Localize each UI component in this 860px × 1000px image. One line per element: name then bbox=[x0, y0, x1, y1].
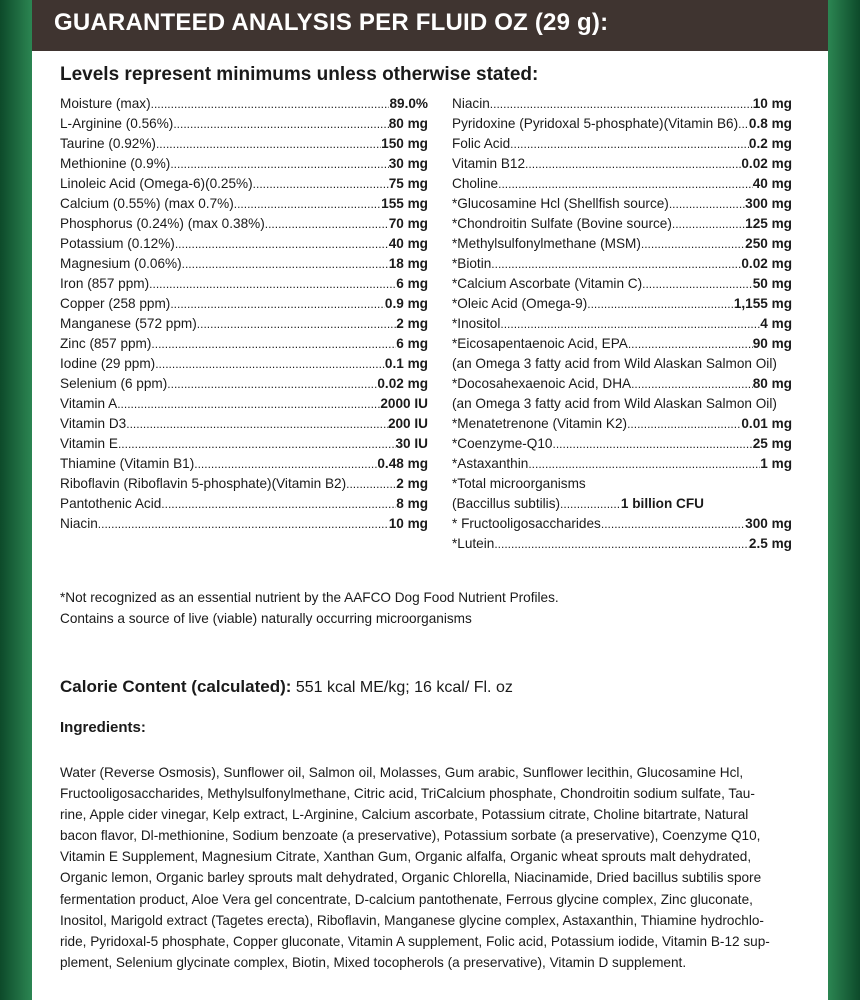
calorie-content bbox=[60, 677, 513, 697]
analysis-row bbox=[60, 236, 428, 256]
nutrient-label: L-Arginine (0.56%) bbox=[60, 116, 174, 131]
nutrient-value: 2.5 mg bbox=[748, 536, 792, 551]
nutrient-value: 40 mg bbox=[388, 236, 428, 251]
nutrient-value: 75 mg bbox=[388, 176, 428, 191]
analysis-row bbox=[60, 396, 428, 416]
header-bar bbox=[32, 0, 828, 51]
nutrient-label: Niacin bbox=[60, 516, 98, 531]
dot-leader bbox=[182, 257, 389, 271]
dot-leader bbox=[170, 297, 385, 311]
analysis-row bbox=[452, 416, 792, 436]
analysis-row bbox=[452, 336, 792, 356]
analysis-row bbox=[452, 536, 792, 556]
analysis-row bbox=[452, 156, 792, 176]
analysis-row bbox=[60, 376, 428, 396]
nutrient-label: *Chondroitin Sulfate (Bovine source) bbox=[452, 216, 672, 231]
nutrient-value: 150 mg bbox=[381, 136, 428, 151]
nutrient-label: Manganese (572 ppm) bbox=[60, 316, 197, 331]
ingredients-line: ride, Pyridoxal-5 phosphate, Copper gluconate, Vitamin A supplement, Folic acid, Potassium iodide, Vitamin B-12 sup- bbox=[60, 933, 770, 949]
analysis-row bbox=[452, 196, 792, 216]
nutrient-value: 300 mg bbox=[745, 516, 792, 531]
nutrient-value: 0.48 mg bbox=[377, 456, 428, 471]
nutrient-label: Calcium (0.55%) (max 0.7%) bbox=[60, 196, 234, 211]
nutrient-label: Moisture (max) bbox=[60, 96, 151, 111]
nutrient-value: 0.01 mg bbox=[741, 416, 792, 431]
nutrient-value: 1 mg bbox=[760, 456, 792, 471]
nutrient-label: Methionine (0.9%) bbox=[60, 156, 171, 171]
dot-leader bbox=[117, 397, 380, 411]
nutrient-value: 18 mg bbox=[388, 256, 428, 271]
dot-leader bbox=[601, 517, 745, 531]
nutrient-label: Iron (857 ppm) bbox=[60, 276, 150, 291]
nutrient-label: (Baccillus subtilis) bbox=[452, 496, 561, 511]
nutrient-label: Niacin bbox=[452, 96, 490, 111]
dot-leader bbox=[265, 217, 389, 231]
nutrient-label: Vitamin A bbox=[60, 396, 118, 411]
nutrient-label: Pyridoxine (Pyridoxal 5-phosphate)(Vitamin B6) bbox=[452, 116, 739, 131]
analysis-row bbox=[452, 276, 792, 296]
analysis-row bbox=[452, 456, 792, 476]
aafco-note: *Not recognized as an essential nutrient by the AAFCO Dog Food Nutrient Profiles. bbox=[60, 590, 559, 605]
nutrient-label: Choline bbox=[452, 176, 499, 191]
nutrient-value: 2 mg bbox=[396, 316, 428, 331]
analysis-row bbox=[60, 176, 428, 196]
analysis-row bbox=[60, 196, 428, 216]
analysis-row bbox=[60, 96, 428, 116]
ingredients-line: Organic lemon, Organic barley sprouts malt dehydrated, Organic Chlorella, Niacinamide, Dried bacillus subtilis spore bbox=[60, 870, 762, 886]
ingredients-line: plement, Selenium glycinate complex, Biotin, Mixed tocopherols (a preservative), Vitamin D supplement. bbox=[60, 954, 687, 970]
analysis-row bbox=[452, 496, 704, 516]
nutrient-label: Vitamin D3 bbox=[60, 416, 127, 431]
dot-leader bbox=[253, 177, 389, 191]
dot-leader bbox=[587, 297, 734, 311]
ingredients-line: Fructooligosaccharides, Methylsulfonylmethane, Citric acid, TriCalcium phosphate, Chondroitin sodium sulfate, Tau- bbox=[60, 786, 755, 802]
calorie-value: 551 kcal ME/kg; 16 kcal/ Fl. oz bbox=[291, 679, 513, 696]
nutrient-value: 0.9 mg bbox=[384, 296, 428, 311]
analysis-row bbox=[452, 116, 792, 136]
nutrient-value: 0.1 mg bbox=[384, 356, 428, 371]
nutrient-value: 2 mg bbox=[396, 476, 428, 491]
analysis-row bbox=[452, 516, 792, 536]
analysis-row bbox=[60, 316, 428, 336]
page-title: GUARANTEED ANALYSIS PER FLUID OZ (29 g): bbox=[54, 9, 609, 36]
nutrient-label: *Coenzyme-Q10 bbox=[452, 436, 553, 451]
nutrient-label: Phosphorus (0.24%) (max 0.38%) bbox=[60, 216, 265, 231]
analysis-right-column bbox=[452, 96, 792, 556]
ingredients-line: Water (Reverse Osmosis), Sunflower oil, Salmon oil, Molasses, Gum arabic, Sunflower lecithin, Glucosamine Hcl, bbox=[60, 765, 744, 780]
dot-leader bbox=[631, 377, 753, 391]
dot-leader bbox=[627, 417, 741, 431]
analysis-row bbox=[60, 136, 428, 156]
nutrient-value: 25 mg bbox=[752, 436, 792, 451]
analysis-row bbox=[60, 356, 428, 376]
analysis-row bbox=[452, 176, 792, 196]
nutrient-value: 8 mg bbox=[396, 496, 428, 511]
nutrient-value: 125 mg bbox=[745, 216, 792, 231]
dot-leader bbox=[498, 177, 753, 191]
nutrient-value: 0.02 mg bbox=[377, 376, 428, 391]
nutrient-label: *Methylsulfonylmethane (MSM) bbox=[452, 236, 641, 251]
label-panel bbox=[32, 0, 828, 1000]
nutrient-label: Magnesium (0.06%) bbox=[60, 256, 182, 271]
nutrient-value: 80 mg bbox=[388, 116, 428, 131]
dot-leader bbox=[156, 137, 381, 151]
analysis-note-row: *Total microorganisms bbox=[452, 476, 586, 491]
nutrient-value: 155 mg bbox=[381, 196, 428, 211]
nutrient-value: 0.2 mg bbox=[748, 136, 792, 151]
analysis-row bbox=[452, 296, 792, 316]
ingredients-line: Inositol, Marigold extract (Tagetes erecta), Riboflavin, Manganese glycine complex, Astaxanthin, Thiamine hydrochlo- bbox=[60, 912, 764, 928]
nutrient-label: *Biotin bbox=[452, 256, 492, 271]
nutrient-label: *Glucosamine Hcl (Shellfish source) bbox=[452, 196, 669, 211]
nutrient-value: 6 mg bbox=[396, 276, 428, 291]
ingredients-line: bacon flavor, Dl-methionine, Sodium benzoate (a preservative), Potassium sorbate (a preservative), Coenzyme Q10, bbox=[60, 828, 761, 844]
dot-leader bbox=[672, 217, 745, 231]
dot-leader bbox=[494, 537, 749, 551]
nutrient-label: Vitamin B12 bbox=[452, 156, 526, 171]
dot-leader bbox=[161, 497, 396, 511]
analysis-row bbox=[60, 256, 428, 276]
dot-leader bbox=[641, 237, 745, 251]
nutrient-value: 0.02 mg bbox=[741, 256, 792, 271]
nutrient-value: 6 mg bbox=[396, 336, 428, 351]
analysis-row bbox=[452, 96, 792, 116]
nutrient-label: Selenium (6 ppm) bbox=[60, 376, 168, 391]
analysis-row bbox=[452, 436, 792, 456]
nutrient-label: Zinc (857 ppm) bbox=[60, 336, 152, 351]
dot-leader bbox=[628, 337, 753, 351]
dot-leader bbox=[346, 477, 396, 491]
analysis-row bbox=[60, 296, 428, 316]
nutrient-value: 0.02 mg bbox=[741, 156, 792, 171]
analysis-row bbox=[452, 216, 792, 236]
analysis-row bbox=[452, 256, 792, 276]
analysis-row bbox=[60, 276, 428, 296]
analysis-row bbox=[452, 316, 792, 336]
nutrient-label: Potassium (0.12%) bbox=[60, 236, 175, 251]
nutrient-value: 89.0% bbox=[389, 96, 428, 111]
analysis-left-column bbox=[60, 96, 428, 536]
nutrient-label: *Lutein bbox=[452, 536, 495, 551]
nutrient-value: 250 mg bbox=[745, 236, 792, 251]
dot-leader bbox=[528, 457, 760, 471]
dot-leader bbox=[167, 377, 377, 391]
analysis-row bbox=[60, 156, 428, 176]
analysis-row bbox=[60, 516, 428, 536]
dot-leader bbox=[149, 277, 396, 291]
analysis-row bbox=[60, 476, 428, 496]
nutrient-value: 4 mg bbox=[760, 316, 792, 331]
dot-leader bbox=[491, 257, 741, 271]
nutrient-label: *Docosahexaenoic Acid, DHA bbox=[452, 376, 632, 391]
nutrient-label: *Inositol bbox=[452, 316, 501, 331]
analysis-row bbox=[60, 216, 428, 236]
nutrient-value: 10 mg bbox=[752, 96, 792, 111]
nutrient-value: 30 mg bbox=[388, 156, 428, 171]
dot-leader bbox=[197, 317, 396, 331]
analysis-row bbox=[60, 116, 428, 136]
nutrient-label: *Eicosapentaenoic Acid, EPA bbox=[452, 336, 628, 351]
dot-leader bbox=[669, 197, 745, 211]
ingredients-heading: Ingredients: bbox=[60, 719, 146, 736]
analysis-row bbox=[60, 336, 428, 356]
dot-leader bbox=[738, 117, 749, 131]
nutrient-label: Pantothenic Acid bbox=[60, 496, 162, 511]
dot-leader bbox=[170, 157, 388, 171]
nutrient-label: *Astaxanthin bbox=[452, 456, 529, 471]
dot-leader bbox=[173, 117, 388, 131]
ingredients-line: rine, Apple cider vinegar, Kelp extract, L-Arginine, Calcium ascorbate, Potassium citrate, Choline bitartrate, Natural bbox=[60, 807, 749, 823]
nutrient-value: 90 mg bbox=[752, 336, 792, 351]
nutrient-value: 200 IU bbox=[387, 416, 428, 431]
ingredients-text bbox=[60, 762, 810, 973]
dot-leader bbox=[500, 317, 760, 331]
nutrient-label: Folic Acid bbox=[452, 136, 511, 151]
nutrient-value: 1,155 mg bbox=[733, 296, 792, 311]
dot-leader bbox=[234, 197, 381, 211]
analysis-row bbox=[60, 416, 428, 436]
dot-leader bbox=[151, 97, 390, 111]
nutrient-value: 30 IU bbox=[395, 436, 428, 451]
calorie-label: Calorie Content (calculated): bbox=[60, 677, 292, 696]
dot-leader bbox=[510, 137, 749, 151]
dot-leader bbox=[525, 157, 741, 171]
dot-leader bbox=[155, 357, 385, 371]
nutrient-value: 2000 IU bbox=[380, 396, 428, 411]
nutrient-value: 40 mg bbox=[752, 176, 792, 191]
dot-leader bbox=[560, 497, 621, 511]
dot-leader bbox=[194, 457, 377, 471]
dot-leader bbox=[118, 437, 396, 451]
analysis-subtitle: Levels represent minimums unless otherwise stated: bbox=[60, 64, 539, 85]
analysis-row bbox=[452, 136, 792, 156]
nutrient-value: 1 billion CFU bbox=[620, 496, 704, 511]
dot-leader bbox=[553, 437, 753, 451]
microorganisms-note: Contains a source of live (viable) naturally occurring microorganisms bbox=[60, 611, 472, 626]
dot-leader bbox=[642, 277, 753, 291]
ingredients-line: Vitamin E Supplement, Magnesium Citrate, Xanthan Gum, Organic alfalfa, Organic wheat sprouts malt dehydrated, bbox=[60, 849, 752, 865]
dot-leader bbox=[175, 237, 389, 251]
analysis-note-row: (an Omega 3 fatty acid from Wild Alaskan Salmon Oil) bbox=[452, 356, 777, 371]
analysis-note-row: (an Omega 3 fatty acid from Wild Alaskan Salmon Oil) bbox=[452, 396, 777, 411]
nutrient-label: *Menatetrenone (Vitamin K2) bbox=[452, 416, 628, 431]
nutrient-value: 0.8 mg bbox=[748, 116, 792, 131]
analysis-row bbox=[452, 376, 792, 396]
nutrient-value: 70 mg bbox=[388, 216, 428, 231]
analysis-row bbox=[60, 436, 428, 456]
analysis-row bbox=[60, 496, 428, 516]
nutrient-value: 50 mg bbox=[752, 276, 792, 291]
nutrient-label: *Calcium Ascorbate (Vitamin C) bbox=[452, 276, 643, 291]
nutrient-label: Copper (258 ppm) bbox=[60, 296, 171, 311]
ingredients-line: fermentation product, Aloe Vera gel concentrate, D-calcium pantothenate, Ferrous glycine complex, Zinc gluconate, bbox=[60, 891, 753, 907]
nutrient-label: *Oleic Acid (Omega-9) bbox=[452, 296, 588, 311]
dot-leader bbox=[126, 417, 388, 431]
dot-leader bbox=[490, 97, 753, 111]
nutrient-label: Thiamine (Vitamin B1) bbox=[60, 456, 195, 471]
nutrient-value: 80 mg bbox=[752, 376, 792, 391]
nutrient-value: 300 mg bbox=[745, 196, 792, 211]
dot-leader bbox=[98, 517, 389, 531]
nutrient-label: * Fructooligosaccharides bbox=[452, 516, 601, 531]
nutrient-label: Iodine (29 ppm) bbox=[60, 356, 156, 371]
analysis-row bbox=[452, 236, 792, 256]
analysis-row bbox=[60, 456, 428, 476]
nutrient-label: Taurine (0.92%) bbox=[60, 136, 156, 151]
dot-leader bbox=[151, 337, 396, 351]
nutrient-label: Linoleic Acid (Omega-6)(0.25%) bbox=[60, 176, 253, 191]
nutrient-label: Riboflavin (Riboflavin 5-phosphate)(Vitamin B2) bbox=[60, 476, 347, 491]
nutrient-value: 10 mg bbox=[388, 516, 428, 531]
nutrient-label: Vitamin E bbox=[60, 436, 118, 451]
